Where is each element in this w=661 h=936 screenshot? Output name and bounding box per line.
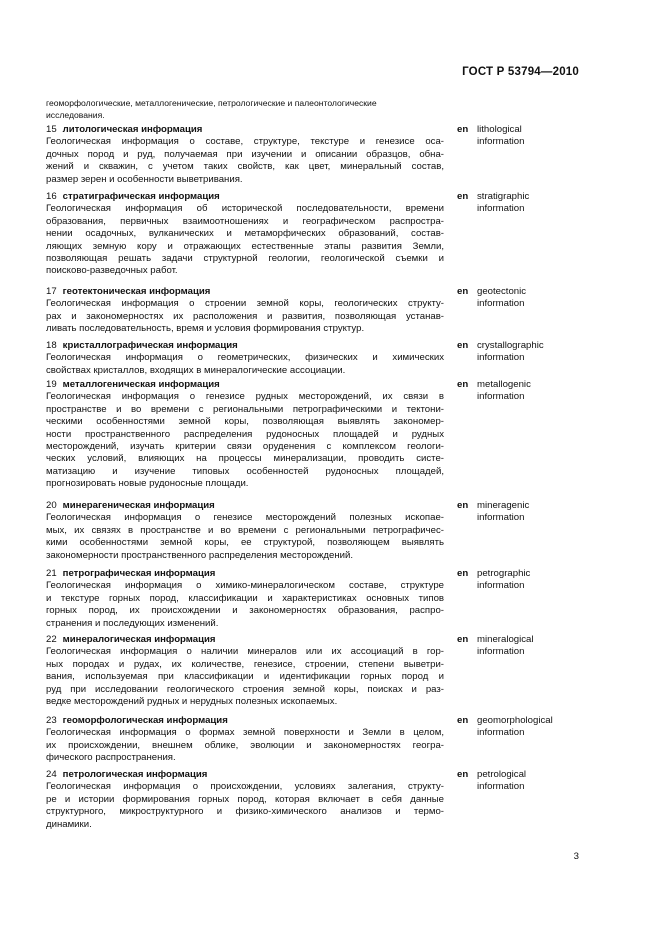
language-code: en — [457, 191, 469, 202]
definition-line: динамики. — [46, 818, 92, 830]
english-term: lithological — [477, 124, 522, 135]
definition-line: Геологическая информация о химико-минералогическом составе, структуре — [46, 580, 444, 592]
term-definition — [46, 352, 444, 377]
term-heading — [46, 191, 444, 203]
english-term-second-word: information — [477, 580, 525, 592]
english-equivalent — [457, 340, 617, 365]
term-number: 21 — [46, 568, 57, 579]
definition-line: Геологическая информация о формах земной поверхности и Земли в целом, — [46, 727, 444, 739]
definition-line: месторождений, изучать критерии связи оруденения с комплексом геологи- — [46, 441, 444, 453]
english-equivalent — [457, 634, 617, 659]
term-entry-16 — [46, 191, 444, 278]
term-number: 18 — [46, 340, 57, 351]
intro-line: исследования. — [46, 110, 105, 120]
definition-line: мых, их связях в пространстве и во времени с региональными петрографичес- — [46, 524, 444, 536]
definition-line: структурного, микроструктурного и физико-химического анализов и термо- — [46, 806, 444, 818]
term-entry-19 — [46, 379, 444, 491]
term-entry-21 — [46, 568, 444, 630]
definition-line: позволяющая решать задачи структурной геологии, геологической съемки и — [46, 253, 444, 265]
english-equivalent — [457, 124, 617, 149]
english-term: mineragenic — [477, 500, 530, 511]
definition-line: Геологическая информация о происхождении, условиях залегания, структу- — [46, 781, 444, 793]
definition-line: Геологическая информация о наличии минералов или их ассоциаций в гор- — [46, 646, 444, 658]
term-number: 20 — [46, 500, 57, 511]
english-term: stratigraphic — [477, 191, 530, 202]
term-number: 16 — [46, 191, 57, 202]
english-equivalent — [457, 715, 617, 740]
english-term-second-word: information — [477, 352, 525, 364]
term-entry-18 — [46, 340, 444, 377]
term-definition — [46, 580, 444, 630]
definition-line: Геологическая информация о геометрических, физических и химических — [46, 352, 444, 364]
definition-line: ных породах и рудах, их количестве, генезисе, строении, степени выветри- — [46, 658, 444, 670]
language-code: en — [457, 568, 469, 579]
definition-line: прогнозировать новые рудоносные площади. — [46, 478, 249, 490]
definition-line: ре и истории формирования горных пород, которая включает в себя данные — [46, 793, 444, 805]
term-heading — [46, 286, 444, 298]
definition-line: ности пространственного распределения рудоносных площадей и рудных — [46, 428, 444, 440]
definition-line: фического распространения. — [46, 752, 176, 764]
definition-line: руд при исследовании геологического строения земной коры, поисках и раз- — [46, 683, 444, 695]
english-term-second-word: information — [477, 727, 525, 739]
definition-line: жений и скважин, с учетом таких свойств, как цвет, минеральный состав, — [46, 161, 444, 173]
language-code: en — [457, 634, 469, 645]
definition-line: нении осадочных, вулканических и метаморфических образований, состав- — [46, 228, 444, 240]
definition-line: ческих условий, влияющих на процессы минерализации, проводить систе- — [46, 453, 444, 465]
term-title: металлогеническая информация — [62, 379, 220, 390]
definition-line: образования, первичных взаимоотношениях и географическом распростра- — [46, 215, 444, 227]
definition-line: дочных пород и руд, получаемая при изучении и описании образцов, обна- — [46, 148, 444, 160]
definition-line: рах и закономерностях их расположения и развития, позволяющая устанав- — [46, 310, 444, 322]
term-title: минерагеническая информация — [62, 500, 215, 511]
definition-line: закономерности пространственного распределения месторождений. — [46, 549, 354, 561]
term-heading — [46, 634, 444, 646]
term-title: стратиграфическая информация — [62, 191, 220, 202]
definition-line: их происхождении, внешнем облике, эволюции и закономерностях геогра- — [46, 739, 444, 751]
definition-line: кими особенностями земной коры, ее структурой, позволяющем выявлять — [46, 537, 444, 549]
term-entry-17 — [46, 286, 444, 336]
term-definition — [46, 203, 444, 277]
term-heading — [46, 379, 444, 391]
term-definition — [46, 136, 444, 186]
language-code: en — [457, 500, 469, 511]
english-equivalent — [457, 379, 617, 404]
definition-line: матизацию и изучение типовых особенностей рудоносных площадей, — [46, 465, 444, 477]
term-heading — [46, 500, 444, 512]
term-heading — [46, 769, 444, 781]
definition-line: Геологическая информация о составе, структуре, текстуре и генезисе оса- — [46, 136, 444, 148]
term-number: 17 — [46, 286, 57, 297]
term-number: 19 — [46, 379, 57, 390]
language-code: en — [457, 769, 469, 780]
english-term-second-word: information — [477, 298, 525, 310]
definition-line: Геологическая информация о генезисе рудных месторождений, их связи в — [46, 391, 444, 403]
definition-line: и текстуре горных пород, классификации и характеристиках основных типов — [46, 592, 444, 604]
english-term: petrological — [477, 769, 527, 780]
english-term-second-word: information — [477, 203, 525, 215]
english-term: geotectonic — [477, 286, 527, 297]
language-code: en — [457, 124, 469, 135]
english-term-second-word: information — [477, 646, 525, 658]
definition-line: поисково-разведочных работ. — [46, 265, 178, 277]
definition-line: размер зерен и особенности выветривания. — [46, 173, 243, 185]
page-number: 3 — [573, 851, 579, 862]
language-code: en — [457, 340, 469, 351]
english-term: geomorphological — [477, 715, 553, 726]
term-heading — [46, 715, 444, 727]
language-code: en — [457, 286, 469, 297]
definition-line: ливать последовательность, время и условия формирования структур. — [46, 323, 365, 335]
english-term: crystallographic — [477, 340, 544, 351]
definition-line: ведке месторождений рудных и нерудных полезных ископаемых. — [46, 696, 338, 708]
definition-line: вания, используемая при классификации и идентификации горных пород и — [46, 671, 444, 683]
term-title: минералогическая информация — [62, 634, 216, 645]
definition-line: ческими особенностями земной коры, позволяющая выявлять закономер- — [46, 416, 444, 428]
term-definition — [46, 298, 444, 335]
definition-line: Геологическая информация о строении земной коры, геологических структу- — [46, 298, 444, 310]
term-title: геоморфологическая информация — [62, 715, 228, 726]
term-number: 22 — [46, 634, 57, 645]
english-equivalent — [457, 286, 617, 311]
term-heading — [46, 124, 444, 136]
definition-line: пространстве и во времени с региональными петрографическими и тектони- — [46, 403, 444, 415]
term-entry-23 — [46, 715, 444, 765]
definition-line: странения и последующих изменений. — [46, 617, 219, 629]
definition-line: горных пород, их происхождении и закономерностях образования, распро- — [46, 605, 444, 617]
term-title: геотектоническая информация — [62, 286, 211, 297]
language-code: en — [457, 379, 469, 390]
english-term-second-word: information — [477, 781, 525, 793]
term-entry-22 — [46, 634, 444, 708]
term-definition — [46, 512, 444, 562]
language-code: en — [457, 715, 469, 726]
intro-line: геоморфологические, металлогенические, петрологические и палеонтологические — [46, 98, 377, 108]
definition-line: свойствах кристаллов, входящих в минералогические ассоциации. — [46, 364, 346, 376]
term-number: 24 — [46, 769, 57, 780]
term-heading — [46, 340, 444, 352]
intro-continuation — [46, 97, 444, 121]
english-equivalent — [457, 500, 617, 525]
term-definition — [46, 391, 444, 490]
term-title: петрографическая информация — [62, 568, 216, 579]
definition-line: ляющих земную кору и отражающих естественные этапы развития Земли, — [46, 240, 444, 252]
definition-line: Геологическая информация о генезисе месторождений полезных ископае- — [46, 512, 444, 524]
term-definition — [46, 781, 444, 831]
term-number: 15 — [46, 124, 57, 135]
term-entry-15 — [46, 124, 444, 186]
english-term: mineralogical — [477, 634, 534, 645]
term-title: литологическая информация — [62, 124, 203, 135]
english-term-second-word: information — [477, 391, 525, 403]
term-entry-20 — [46, 500, 444, 562]
definition-line: Геологическая информация об исторической последовательности, времени — [46, 203, 444, 215]
term-title: кристаллографическая информация — [62, 340, 238, 351]
term-heading — [46, 568, 444, 580]
term-definition — [46, 646, 444, 708]
term-number: 23 — [46, 715, 57, 726]
term-entry-24 — [46, 769, 444, 831]
english-equivalent — [457, 568, 617, 593]
term-title: петрологическая информация — [62, 769, 208, 780]
english-term: petrographic — [477, 568, 531, 579]
english-term-second-word: information — [477, 512, 525, 524]
english-term-second-word: information — [477, 136, 525, 148]
term-definition — [46, 727, 444, 764]
english-equivalent — [457, 769, 617, 794]
english-term: metallogenic — [477, 379, 531, 390]
standard-header: ГОСТ Р 53794—2010 — [462, 66, 579, 78]
english-equivalent — [457, 191, 617, 216]
